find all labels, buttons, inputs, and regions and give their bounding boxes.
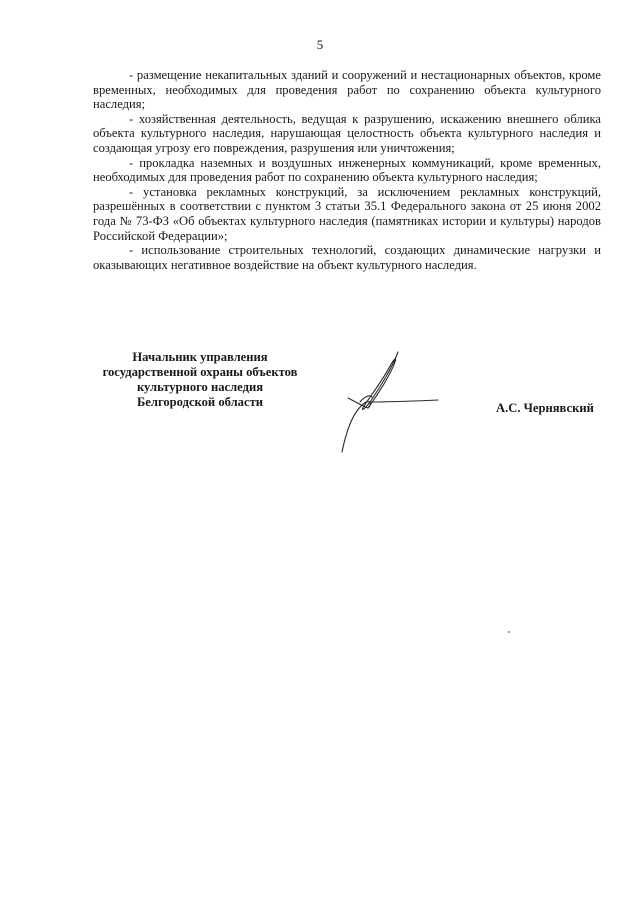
restriction-item: - установка рекламных конструкций, за исключением рекламных конструкций, разрешённых в соответствии с пунктом 3 статьи 35.1 Федерального закона от 25 июня 2002 года № 73-ФЗ «Об объектах культурного наследия (памятниках истории и культуры) народов Российской Федерации»; bbox=[93, 184, 601, 243]
handwritten-signature bbox=[330, 350, 450, 455]
restriction-item: - прокладка наземных и воздушных инженерных коммуникаций, кроме временных, необходимых для проведения работ по сохранению объекта культурного наследия; bbox=[93, 155, 601, 185]
signer-name: А.С. Чернявский bbox=[496, 401, 594, 415]
signatory-title-line: культурного наследия bbox=[136, 380, 264, 394]
signatory-title-line: Начальник управления bbox=[132, 350, 268, 364]
document-body bbox=[93, 68, 601, 272]
scan-speck bbox=[508, 631, 510, 633]
signatory-title-line: государственной охраны объектов bbox=[102, 365, 298, 379]
signatory-title-line: Белгородской области bbox=[136, 395, 264, 409]
restriction-item: - размещение некапитальных зданий и сооружений и нестационарных объектов, кроме временных, необходимых для проведения работ по сохранению объекта культурного наследия; bbox=[93, 68, 601, 112]
page-number: 5 bbox=[316, 37, 324, 52]
signatory-title bbox=[80, 350, 320, 410]
restriction-item: - использование строительных технологий, создающих динамические нагрузки и оказывающих негативное воздействие на объект культурного наследия. bbox=[93, 243, 601, 272]
restriction-item: - хозяйственная деятельность, ведущая к разрушению, искажению внешнего облика объекта культурного наследия, нарушающая целостность объекта культурного наследия и создающая угрозу его повреждения, разрушения или уничтожения; bbox=[93, 111, 601, 155]
